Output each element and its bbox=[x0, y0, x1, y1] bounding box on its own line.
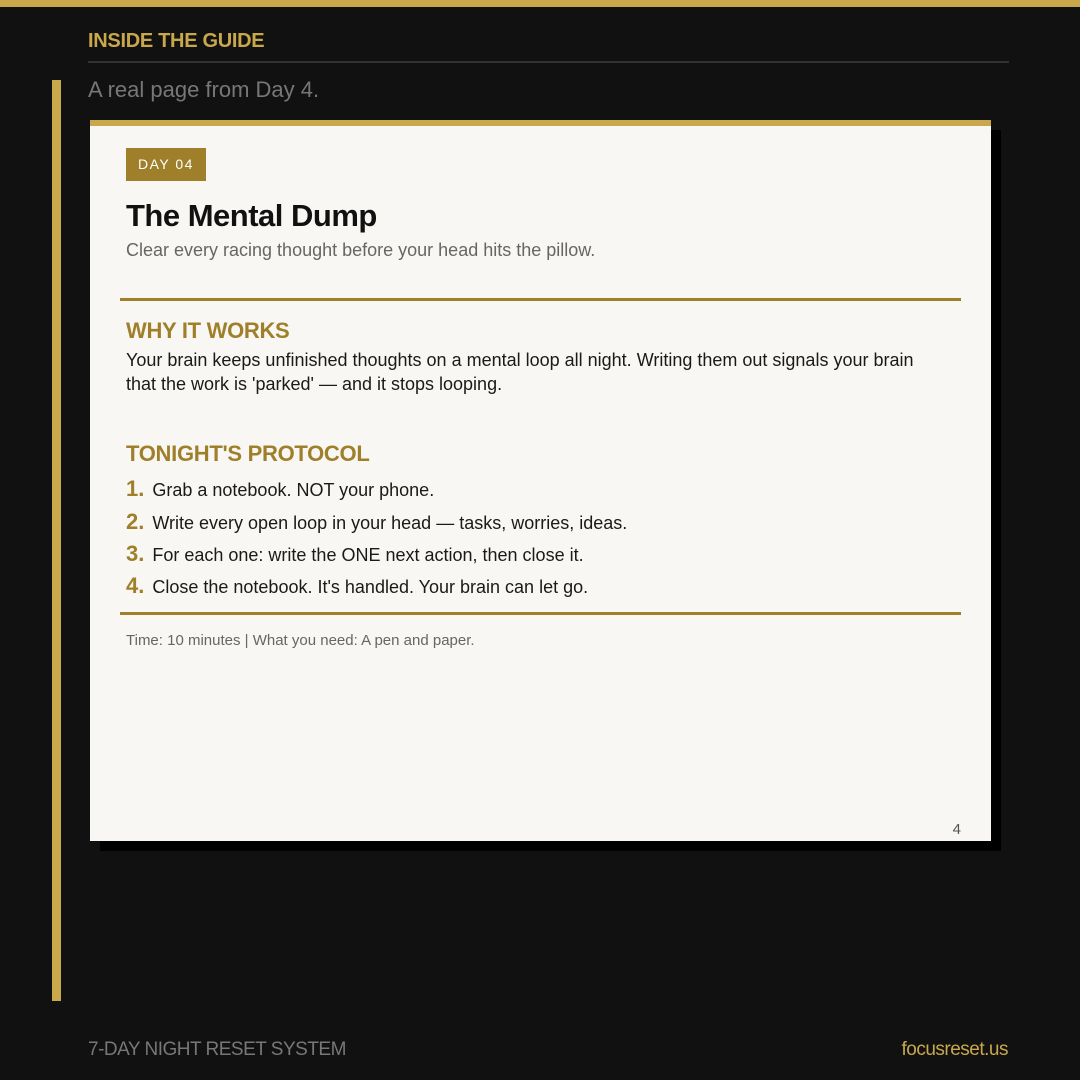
protocol-step bbox=[126, 509, 627, 535]
section-divider bbox=[120, 612, 961, 615]
step-number: 1. bbox=[126, 476, 145, 501]
protocol-step bbox=[126, 573, 588, 599]
divider bbox=[88, 61, 1009, 63]
section-divider bbox=[120, 298, 961, 301]
step-number: 3. bbox=[126, 541, 145, 566]
why-it-works-body: Your brain keeps unfinished thoughts on a mental loop all night. Writing them out signals your brain that the work is 'parked' — and it stops looping. bbox=[126, 350, 914, 394]
page-number: 4 bbox=[952, 821, 961, 838]
step-text: Close the notebook. It's handled. Your brain can let go. bbox=[152, 577, 589, 597]
step-text: Write every open loop in your head — tasks, worries, ideas. bbox=[152, 513, 628, 533]
guide-page-card bbox=[90, 120, 991, 841]
why-it-works-heading: WHY IT WORKS bbox=[126, 318, 290, 343]
footer-website-link[interactable]: focusreset.us bbox=[901, 1039, 1008, 1060]
page-title: The Mental Dump bbox=[126, 198, 377, 233]
top-accent-bar bbox=[0, 0, 1080, 7]
protocol-step bbox=[126, 541, 584, 567]
left-accent-bar bbox=[52, 80, 61, 1001]
subheading: A real page from Day 4. bbox=[88, 77, 320, 102]
step-number: 4. bbox=[126, 573, 145, 598]
page-tagline: Clear every racing thought before your head hits the pillow. bbox=[126, 240, 596, 260]
step-text: For each one: write the ONE next action, then close it. bbox=[152, 545, 584, 565]
time-requirements: Time: 10 minutes | What you need: A pen and paper. bbox=[126, 632, 475, 649]
day-badge: DAY 04 bbox=[126, 148, 206, 181]
step-text: Grab a notebook. NOT your phone. bbox=[152, 480, 435, 500]
footer-product-name: 7-DAY NIGHT RESET SYSTEM bbox=[88, 1039, 346, 1060]
step-number: 2. bbox=[126, 509, 145, 534]
protocol-heading: TONIGHT'S PROTOCOL bbox=[126, 441, 370, 466]
section-eyebrow: INSIDE THE GUIDE bbox=[88, 30, 265, 52]
protocol-step bbox=[126, 476, 434, 502]
